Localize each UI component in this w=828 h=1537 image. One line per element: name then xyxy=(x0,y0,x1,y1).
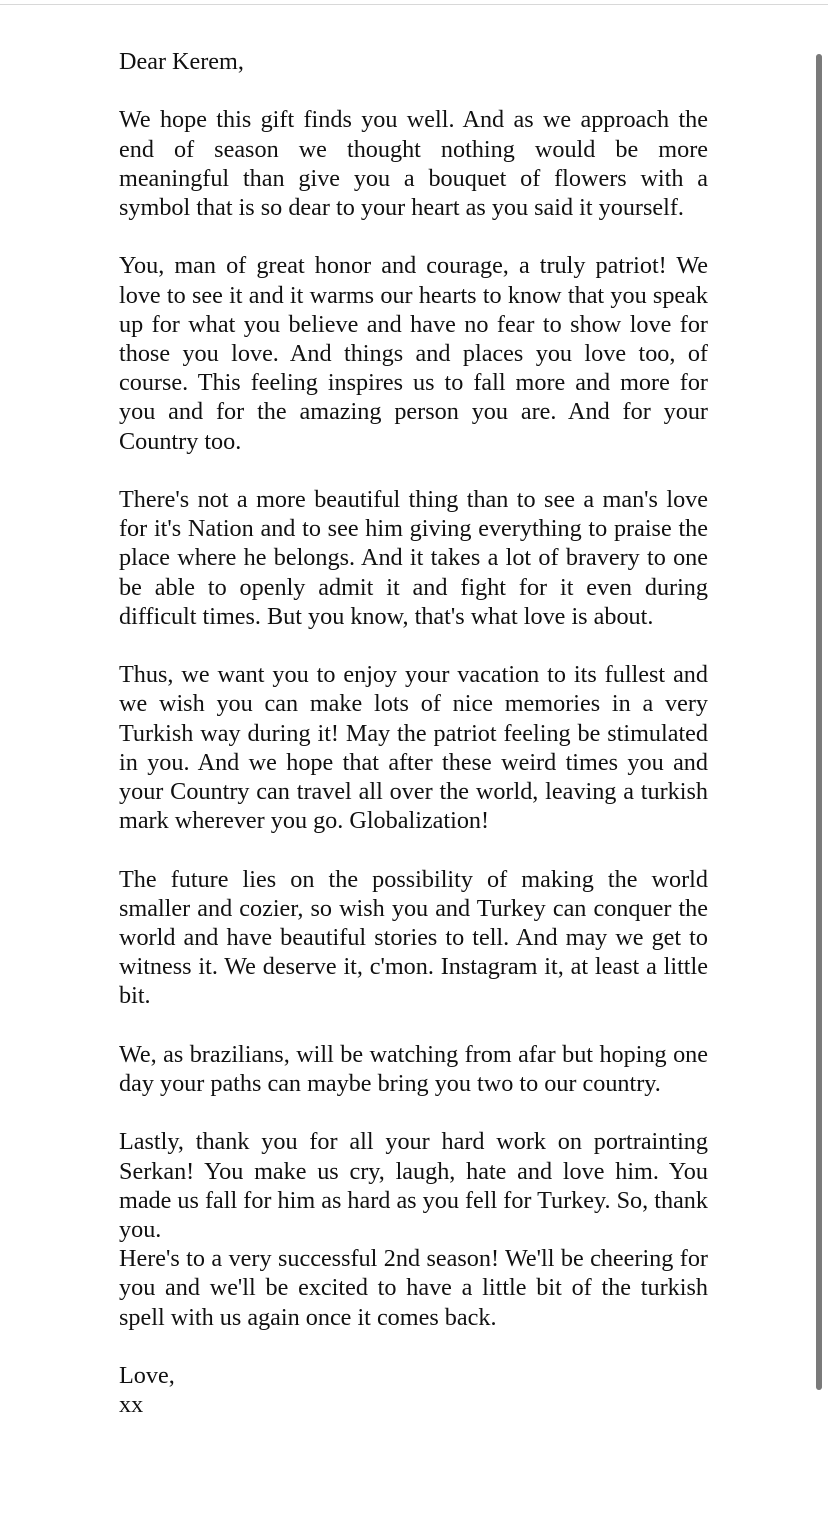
letter-paragraph: We hope this gift finds you well. And as we approach the end of season we thought nothing would be more meaningful than give you a bouquet of flowers with a symbol that is so dear to your heart as you said it yourself. xyxy=(119,106,708,221)
letter-paragraph: The future lies on the possibility of making the world smaller and cozier, so wish you and Turkey can conquer the world and have beautiful stories to tell. And may we get to witness it. We deserve it, c'mon. Instagram it, at least a little bit. xyxy=(119,865,708,1010)
letter-closing: Love, xyxy=(119,1362,175,1390)
letter-paragraph: We, as brazilians, will be watching from afar but hoping one day your paths can maybe bring you two to our country. xyxy=(119,1040,708,1098)
letter-paragraph: Lastly, thank you for all your hard work on portrainting Serkan! You make us cry, laugh, hate and love him. You made us fall for him as hard as you fell for Turkey. So, thank you. xyxy=(119,1128,708,1244)
letter-paragraph: There's not a more beautiful thing than to see a man's love for it's Nation and to see him giving everything to praise the place where he belongs. And it takes a lot of bravery to one be able to openly admit it and fight for it even during difficult times. But you know, that's what love is about. xyxy=(119,486,708,630)
letter-signature: xx xyxy=(119,1391,144,1419)
letter-paragraph: Thus, we want you to enjoy your vacation to its fullest and we wish you can make lots of nice memories in a very Turkish way during it! May the patriot feeling be stimulated in you. And we hope that after these weird times you and your Country can travel all over the world, leaving a turkish mark wherever you go. Globalization! xyxy=(119,661,708,835)
top-divider xyxy=(0,4,828,5)
letter-paragraph: You, man of great honor and courage, a truly patriot! We love to see it and it warms our hearts to know that you speak up for what you believe and have no fear to show love for those you love. And things and places you love too, of course. This feeling inspires us to fall more and more for you and for the amazing person you are. And for your Country too. xyxy=(119,252,708,455)
letter-body xyxy=(119,47,708,1419)
scrollbar-thumb[interactable] xyxy=(816,54,822,1390)
letter-paragraph: Here's to a very successful 2nd season! We'll be cheering for you and we'll be excited to have a little bit of the turkish spell with us again once it comes back. xyxy=(119,1245,708,1331)
letter-salutation: Dear Kerem, xyxy=(119,48,244,75)
